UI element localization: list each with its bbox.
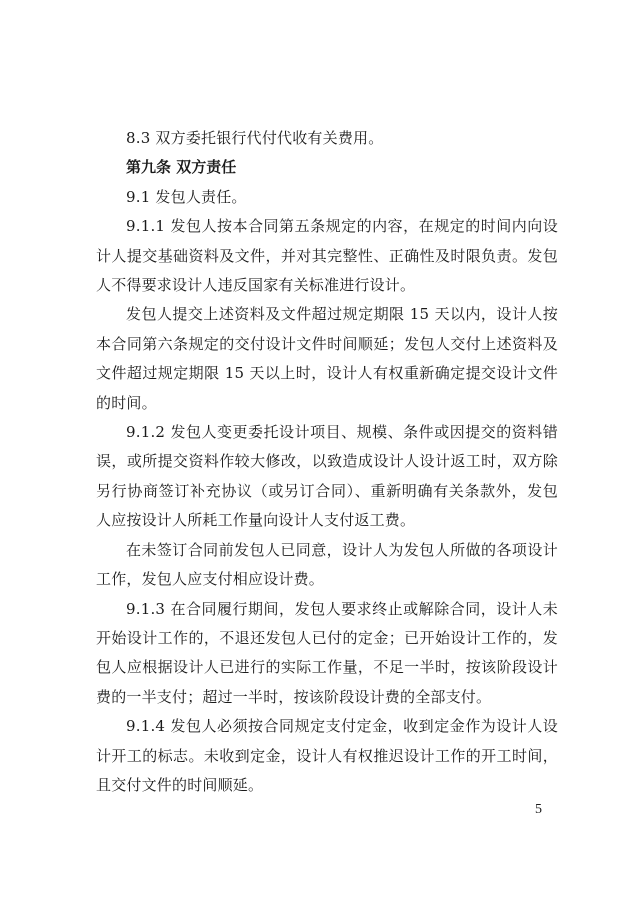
clause-8-3: 8.3 双方委托银行代付代收有关费用。 [126,129,384,147]
clause-9-1: 9.1 发包人责任。 [126,187,247,206]
clause-9-1-4: 9.1.4 发包人必须按合同规定支付定金，收到定金作为设计人设计开工的标志。未收到定金，设计人有权推迟设计工作的开工时间，且交付文件的时间顺延。 [96,717,558,794]
clause-9-1-3: 9.1.3 在合同履行期间，发包人要求终止或解除合同，设计人未开始设计工作的，不退还发包人已付的定金；已开始设计工作的，发包人应根据设计人已进行的实际工作量，不足一半时，按该阶段设计费的一半支付；超过一半时，按该阶段设计费的全部支付。 [96,599,558,706]
clause-9-1-2: 9.1.2 发包人变更委托设计项目、规模、条件或因提交的资料错误，或所提交资料作较大修改，以致造成设计人设计返工时，双方除另行协商签订补充协议（或另订合同）、重新明确有关条款外，发包人应按设计人所耗工作量向设计人支付返工费。 [96,423,558,530]
article-9-heading: 第九条 双方责任 [126,158,237,177]
page-number: 5 [535,802,542,817]
clause-9-1-1-continued: 发包人提交上述资料及文件超过规定期限 15 天以内，设计人按本合同第六条规定的交付设计文件时间顺延；发包人交付上述资料及文件超过规定期限 15 天以上时，设计人有权重新确定提交设计文件的时间。 [96,305,558,412]
page-body [96,124,558,800]
clause-9-1-2-continued: 在未签订合同前发包人已同意，设计人为发包人所做的各项设计工作，发包人应支付相应设计费。 [96,540,558,589]
clause-9-1-1: 9.1.1 发包人按本合同第五条规定的内容，在规定的时间内向设计人提交基础资料及文件，并对其完整性、正确性及时限负责。发包人不得要求设计人违反国家有关标准进行设计。 [96,217,558,295]
